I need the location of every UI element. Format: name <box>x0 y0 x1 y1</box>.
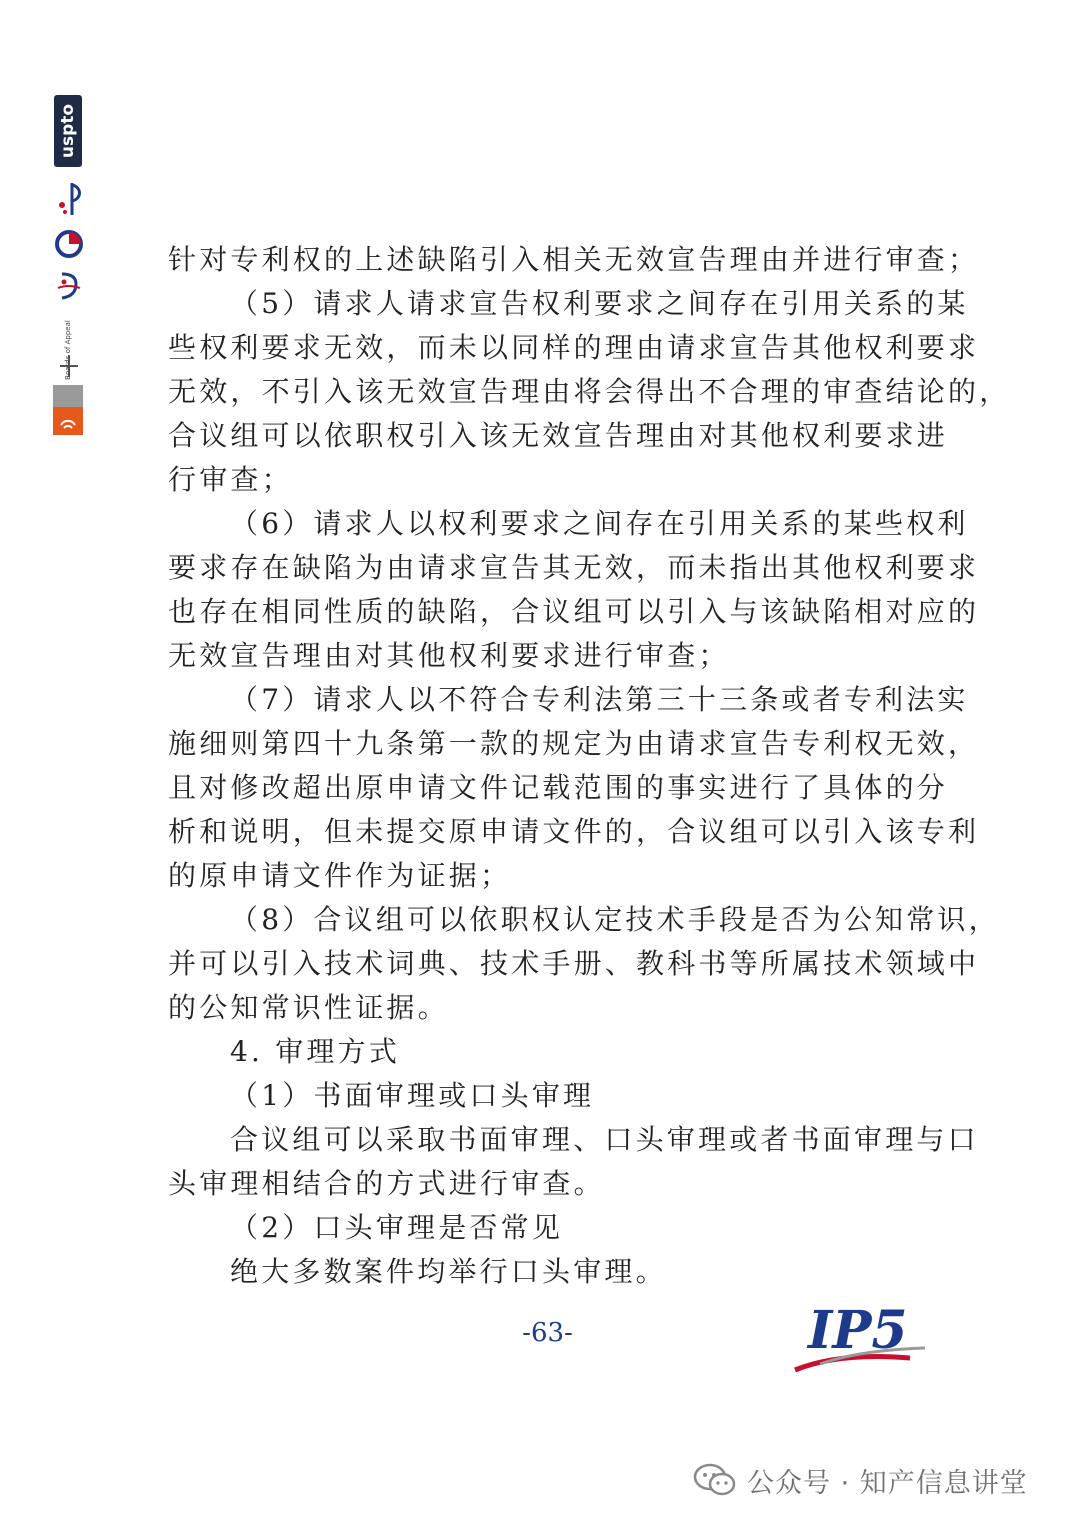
document-body <box>168 238 1011 1294</box>
paragraph-line: 要求存在缺陷为由请求宣告其无效，而未指出其他权利要求 <box>168 551 980 584</box>
ip5-logo-text: IP5 <box>808 1300 908 1361</box>
paragraph-line: 无效宣告理由对其他权利要求进行审查； <box>168 639 730 672</box>
cnipa-logo-icon <box>54 270 84 302</box>
wechat-watermark <box>693 1457 1028 1503</box>
paragraph-line: 的公知常识性证据。 <box>168 991 449 1024</box>
paragraph-line: （8）合议组可以依职权认定技术手段是否为公知常识， <box>230 903 1000 936</box>
kipo-logo-icon <box>55 230 83 258</box>
ip5-logo <box>790 1290 930 1380</box>
paragraph-line: 绝大多数案件均举行口头审理。 <box>230 1255 667 1288</box>
paragraph-line: 也存在相同性质的缺陷，合议组可以引入与该缺陷相对应的 <box>168 595 980 628</box>
partner-logos-strip <box>50 95 86 440</box>
subsection-heading: （2）口头审理是否常见 <box>230 1211 564 1244</box>
paragraph-line: 合议组可以采取书面审理、口头审理或者书面审理与口 <box>230 1123 979 1156</box>
paragraph-line: （7）请求人以不符合专利法第三十三条或者专利法实 <box>230 683 969 716</box>
epo-logo-icon <box>53 385 83 435</box>
jpo-logo-icon <box>56 181 82 217</box>
paragraph-line: 施细则第四十九条第一款的规定为由请求宣告专利权无效， <box>168 727 980 760</box>
paragraph-line: 合议组可以依职权引入该无效宣告理由对其他权利要求进 <box>168 419 949 452</box>
uspto-logo <box>54 95 82 167</box>
page-number: -63- <box>522 1318 573 1348</box>
wechat-icon <box>693 1462 737 1498</box>
uspto-logo-text: uspto <box>58 103 78 159</box>
subsection-heading: （1）书面审理或口头审理 <box>230 1079 595 1112</box>
paragraph-line: 的原申请文件作为证据； <box>168 859 512 892</box>
paragraph-line: 并可以引入技术词典、技术手册、教科书等所属技术领域中 <box>168 947 980 980</box>
paragraph-line: 些权利要求无效，而未以同样的理由请求宣告其他权利要求 <box>168 331 980 364</box>
paragraph-line: 且对修改超出原申请文件记载范围的事实进行了具体的分 <box>168 771 949 804</box>
paragraph-line: 针对专利权的上述缺陷引入相关无效宣告理由并进行审查； <box>168 243 980 276</box>
section-heading: 4. 审理方式 <box>230 1035 401 1068</box>
boa-logo-text: Boards of Appeal <box>64 320 72 380</box>
paragraph-line: 头审理相结合的方式进行审查。 <box>168 1167 605 1200</box>
paragraph-line: 析和说明，但未提交原申请文件的，合议组可以引入该专利 <box>168 815 980 848</box>
paragraph-line: （6）请求人以权利要求之间存在引用关系的某些权利 <box>230 507 969 540</box>
paragraph-line: 行审查； <box>168 463 293 496</box>
paragraph-line: 无效，不引入该无效宣告理由将会得出不合理的审查结论的， <box>168 375 1011 408</box>
paragraph-line: （5）请求人请求宣告权利要求之间存在引用关系的某 <box>230 287 969 320</box>
watermark-text: 公众号 · 知产信息讲堂 <box>747 1467 1028 1499</box>
